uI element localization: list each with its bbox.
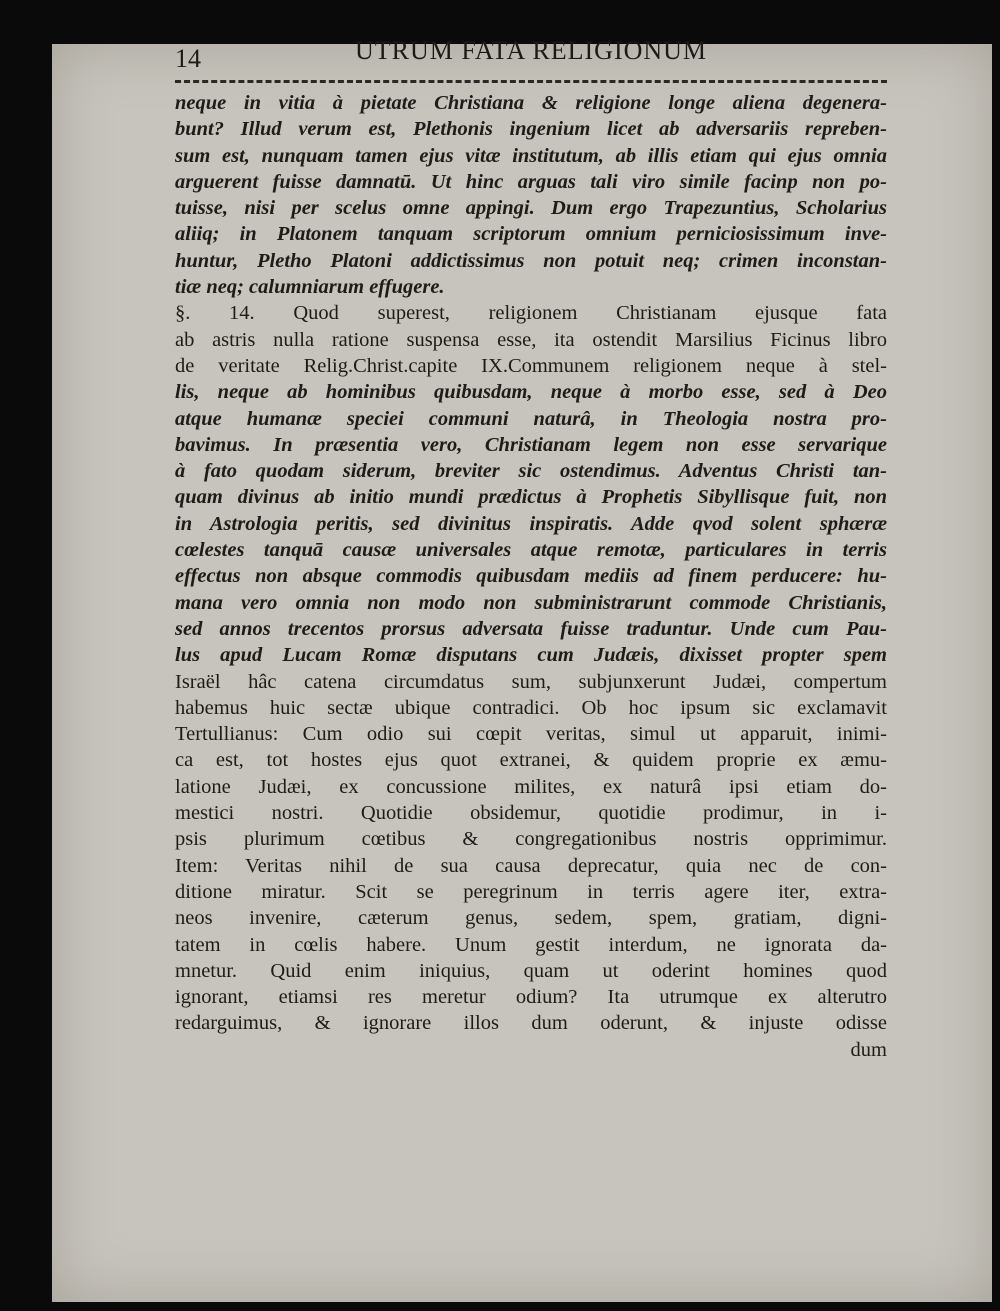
text-line: Israël hâc catena circumdatus sum, subjunxerunt Judæi, compertum xyxy=(175,670,887,693)
text-line: aliiq; in Platonem tanquam scriptorum omnium perniciosissimum inve- xyxy=(175,223,887,246)
text-line: tuisse, nisi per scelus omne appingi. Dum ergo Trapezuntius, Scholarius xyxy=(175,197,887,220)
text-line: dum xyxy=(850,1038,887,1061)
text-line: redarguimus, & ignorare illos dum oderunt, & injuste odisse xyxy=(175,1012,887,1035)
text-line: cœlestes tanquā causæ universales atque remotæ, particulares in terris xyxy=(175,539,887,562)
text-line: in Astrologia peritis, sed divinitus inspiratis. Adde qvod solent sphæræ xyxy=(175,512,887,535)
page-header xyxy=(175,36,887,76)
text-line: bunt? Illud verum est, Plethonis ingenium licet ab adversariis repreben- xyxy=(175,118,887,141)
header-rule xyxy=(175,80,887,83)
text-line: habemus huic sectæ ubique contradici. Ob hoc ipsum sic exclamavit xyxy=(175,696,887,719)
text-line: Tertullianus: Cum odio sui cœpit veritas, simul ut apparuit, inimi- xyxy=(175,723,887,746)
text-line: psis plurimum cœtibus & congregationibus nostris opprimimur. xyxy=(175,828,887,851)
text-line: huntur, Pletho Platoni addictissimus non potuit neq; crimen inconstan- xyxy=(175,249,887,272)
text-line: mestici nostri. Quotidie obsidemur, quotidie prodimur, in i- xyxy=(175,802,887,825)
text-line: atque humanæ speciei communi naturâ, in Theologia nostra pro- xyxy=(175,407,887,430)
text-line: tiæ neq; calumniarum effugere. xyxy=(175,276,445,299)
text-line: tatem in cœlis habere. Unum gestit interdum, ne ignorata da- xyxy=(175,933,887,956)
text-line: ignorant, etiamsi res meretur odium? Ita utrumque ex alterutro xyxy=(175,986,887,1009)
text-line: quam divinus ab initio mundi prædictus à Prophetis Sibyllisque fuit, non xyxy=(175,486,887,509)
text-line: lis, neque ab hominibus quibusdam, neque à morbo esse, sed à Deo xyxy=(175,381,887,404)
text-line: mana vero omnia non modo non subministrarunt commode Christianis, xyxy=(175,591,887,614)
text-line: ab astris nulla ratione suspensa esse, ita ostendit Marsilius Ficinus libro xyxy=(175,328,887,351)
text-line: ca est, tot hostes ejus quot extranei, & quidem proprie ex æmu- xyxy=(175,749,887,772)
text-line: Item: Veritas nihil de sua causa deprecatur, quia nec de con- xyxy=(175,854,887,877)
text-line: à fato quodam siderum, breviter sic ostendimus. Adventus Christi tan- xyxy=(175,460,887,483)
text-line: arguerent fuisse damnatū. Ut hinc arguas tali viro simile facinp non po- xyxy=(175,170,887,193)
text-line: ditione miratur. Scit se peregrinum in terris agere iter, extra- xyxy=(175,880,887,903)
text-line: neque in vitia à pietate Christiana & religione longe aliena degenera- xyxy=(175,92,887,114)
text-line: latione Judæi, ex concussione milites, ex naturâ ipsi etiam do- xyxy=(175,775,887,798)
text-line: sed annos trecentos prorsus adversata fuisse traduntur. Unde cum Pau- xyxy=(175,617,887,640)
text-line: effectus non absque commodis quibusdam mediis ad finem perducere: hu- xyxy=(175,565,887,588)
page-body-text xyxy=(175,90,887,1063)
page-number: 14 xyxy=(175,44,201,73)
text-line: sum est, nunquam tamen ejus vitæ institutum, ab illis etiam qui ejus omnia xyxy=(175,144,887,167)
text-line: lus apud Lucam Romæ disputans cum Judæis, dixisset propter spem xyxy=(175,644,887,667)
text-line: §. 14. Quod superest, religionem Christianam ejusque fata xyxy=(175,302,887,325)
text-line: mnetur. Quid enim iniquius, quam ut oderint homines quod xyxy=(175,959,887,982)
text-line: neos invenire, cæterum genus, sedem, spem, gratiam, digni- xyxy=(175,907,887,930)
text-line: de veritate Relig.Christ.capite IX.Communem religionem neque à stel- xyxy=(175,354,887,377)
running-title: UTRUM FATA RELIGIONUM xyxy=(354,36,708,65)
text-line: bavimus. In præsentia vero, Christianam legem non esse servarique xyxy=(175,433,887,456)
